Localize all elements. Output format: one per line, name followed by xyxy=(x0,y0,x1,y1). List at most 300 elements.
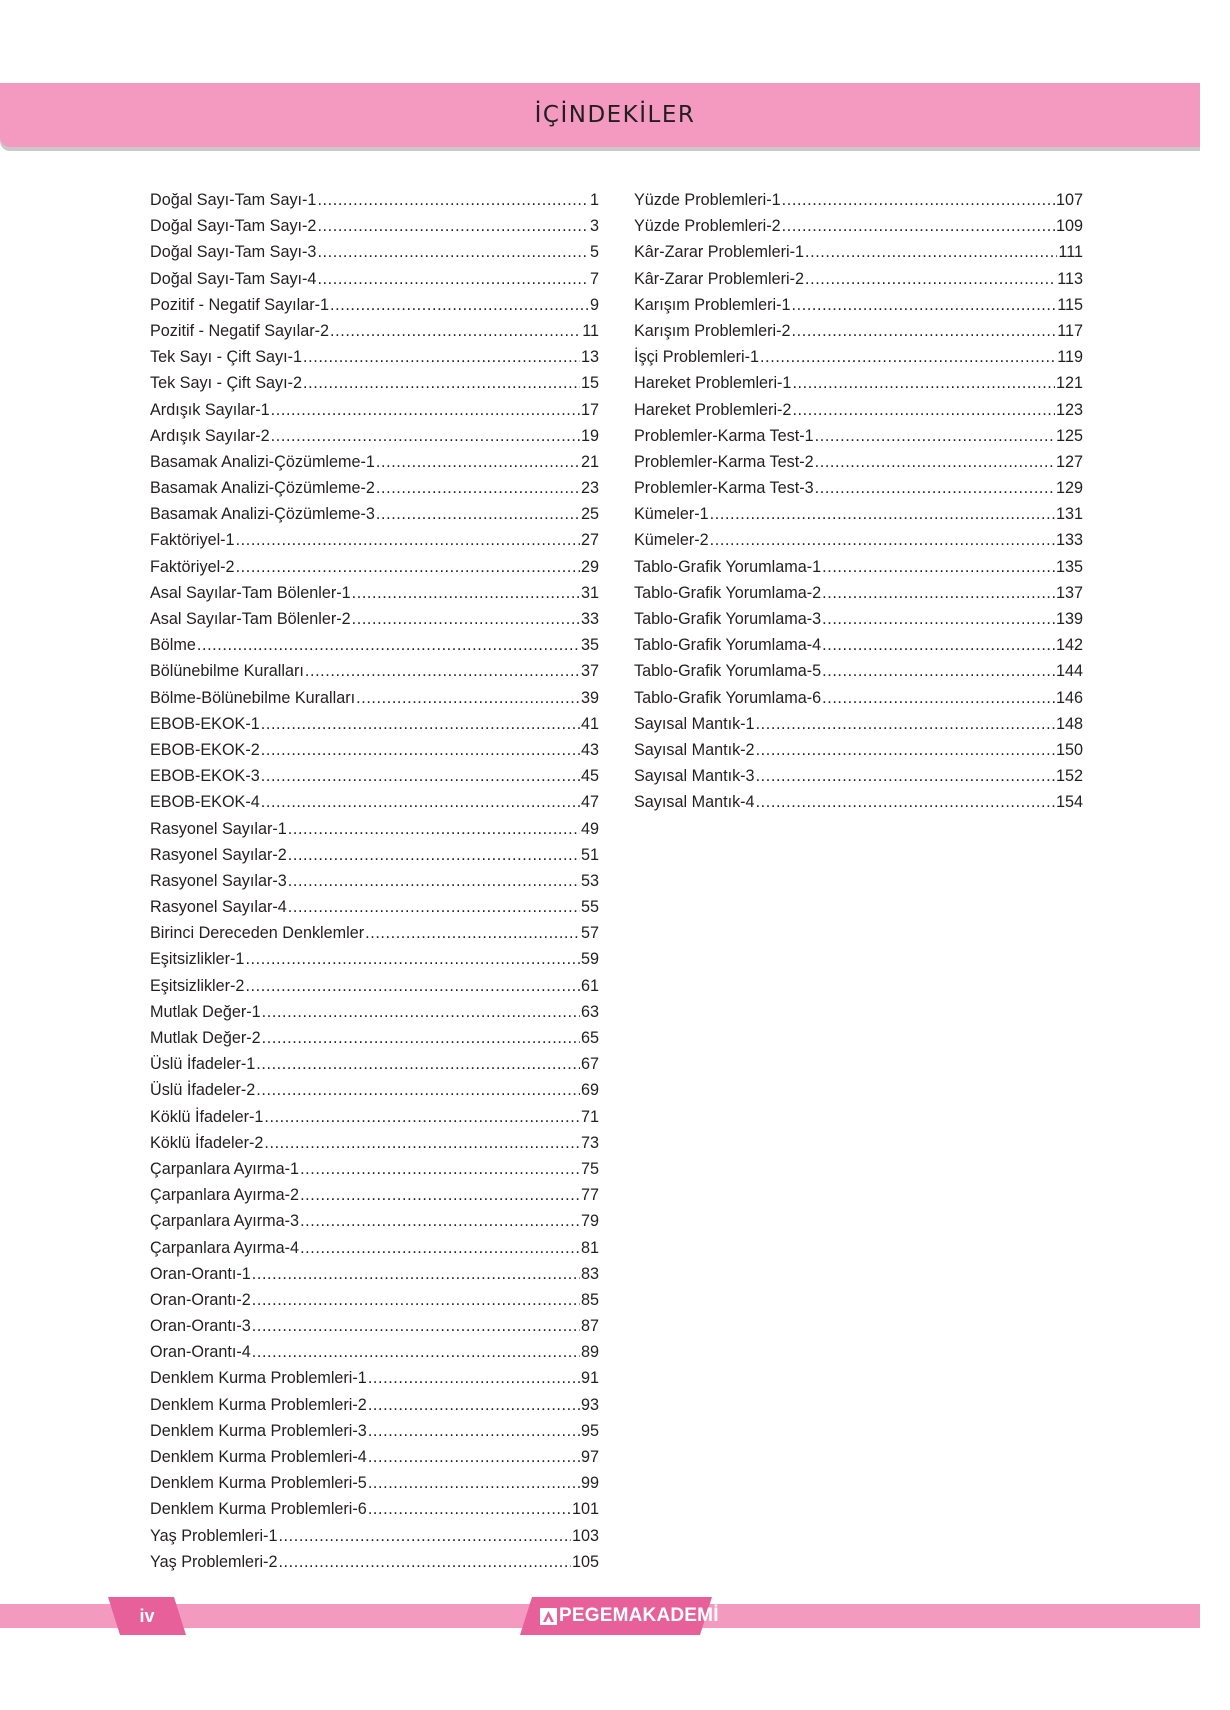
dot-leader xyxy=(782,191,1055,210)
toc-entry[interactable] xyxy=(150,348,599,374)
dot-leader xyxy=(352,610,580,629)
toc-entry[interactable] xyxy=(150,1160,599,1186)
toc-entry-title: Üslü İfadeler-2 xyxy=(150,1081,256,1100)
toc-entry-title: Tablo-Grafik Yorumlama-1 xyxy=(634,557,822,576)
toc-entry[interactable] xyxy=(150,1212,599,1238)
toc-entry-page: 39 xyxy=(580,688,599,707)
dot-leader xyxy=(710,505,1055,524)
dot-leader xyxy=(368,1448,580,1467)
toc-entry-page: 61 xyxy=(580,976,599,995)
toc-entry-page: 69 xyxy=(580,1081,599,1100)
toc-left-column xyxy=(150,191,599,1579)
toc-entry-title: Kâr-Zarar Problemleri-1 xyxy=(634,243,805,262)
dot-leader xyxy=(368,1474,580,1493)
toc-entry-page: 79 xyxy=(580,1212,599,1231)
toc-entry-page: 97 xyxy=(580,1448,599,1466)
toc-entry-title: EBOB-EKOK-2 xyxy=(150,740,260,759)
toc-entry-title: Ardışık Sayılar-1 xyxy=(150,400,270,419)
toc-entry-page: 75 xyxy=(580,1159,599,1178)
dot-leader xyxy=(352,584,580,603)
dot-leader xyxy=(376,505,580,524)
dot-leader xyxy=(368,1500,571,1519)
dot-leader xyxy=(300,1186,580,1205)
toc-entry[interactable] xyxy=(634,374,1083,400)
toc-entry[interactable] xyxy=(634,767,1083,793)
toc-entry-title: Yaş Problemleri-2 xyxy=(150,1552,278,1571)
toc-entry[interactable] xyxy=(634,296,1083,322)
toc-entry[interactable] xyxy=(150,584,599,610)
toc-entry[interactable] xyxy=(150,977,599,1003)
toc-entry-title: Eşitsizlikler-2 xyxy=(150,976,245,995)
toc-entry-title: EBOB-EKOK-1 xyxy=(150,714,260,733)
toc-entry-title: Çarpanlara Ayırma-4 xyxy=(150,1238,300,1257)
toc-entry-page: 85 xyxy=(580,1290,599,1309)
toc-entry[interactable] xyxy=(634,793,1083,819)
toc-entry-title: Kümeler-2 xyxy=(634,531,709,550)
toc-entry-page: 15 xyxy=(580,374,599,393)
toc-entry[interactable] xyxy=(150,715,599,741)
toc-entry-title: Tek Sayı - Çift Sayı-2 xyxy=(150,374,303,393)
dot-leader xyxy=(288,898,580,917)
toc-entry[interactable] xyxy=(634,322,1083,348)
toc-entry[interactable] xyxy=(150,1553,599,1579)
toc-entry-page: 9 xyxy=(589,295,599,314)
toc-entry[interactable] xyxy=(150,793,599,819)
toc-right-column xyxy=(634,191,1083,820)
toc-entry-title: Oran-Orantı-2 xyxy=(150,1290,251,1309)
dot-leader xyxy=(368,1396,580,1415)
toc-entry[interactable] xyxy=(150,1448,599,1474)
toc-entry-title: Çarpanlara Ayırma-3 xyxy=(150,1212,300,1231)
toc-entry[interactable] xyxy=(150,1396,599,1422)
dot-leader xyxy=(822,662,1055,681)
dot-leader xyxy=(262,1029,580,1048)
toc-entry-page: 152 xyxy=(1055,767,1083,786)
toc-entry[interactable] xyxy=(150,741,599,767)
dot-leader xyxy=(792,296,1057,315)
toc-entry-page: 105 xyxy=(571,1552,599,1571)
toc-entry[interactable] xyxy=(150,453,599,479)
toc-entry-page: 71 xyxy=(580,1107,599,1126)
toc-entry[interactable] xyxy=(634,636,1083,662)
toc-entry-title: Sayısal Mantık-1 xyxy=(634,714,755,733)
toc-entry-title: Sayısal Mantık-3 xyxy=(634,767,755,786)
toc-entry[interactable] xyxy=(634,715,1083,741)
toc-entry-title: Problemler-Karma Test-3 xyxy=(634,479,814,498)
toc-entry[interactable] xyxy=(150,1343,599,1369)
toc-entry-title: Sayısal Mantık-2 xyxy=(634,740,755,759)
dot-leader xyxy=(756,741,1055,760)
toc-entry-page: 144 xyxy=(1055,662,1083,681)
toc-entry[interactable] xyxy=(150,820,599,846)
toc-entry[interactable] xyxy=(150,1291,599,1317)
toc-entry-page: 47 xyxy=(580,793,599,812)
toc-entry-page: 3 xyxy=(589,217,599,236)
toc-entry-title: Faktöriyel-2 xyxy=(150,557,235,576)
toc-entry[interactable] xyxy=(150,531,599,557)
toc-entry[interactable] xyxy=(150,898,599,924)
dot-leader xyxy=(300,1160,580,1179)
toc-entry[interactable] xyxy=(150,1055,599,1081)
dot-leader xyxy=(815,427,1055,446)
toc-entry-title: EBOB-EKOK-4 xyxy=(150,793,260,812)
toc-entry[interactable] xyxy=(150,610,599,636)
toc-entry[interactable] xyxy=(150,1527,599,1553)
dot-leader xyxy=(792,374,1055,393)
toc-entry-page: 154 xyxy=(1055,793,1083,812)
dot-leader xyxy=(300,1212,580,1231)
toc-entry-page: 35 xyxy=(580,636,599,655)
toc-entry[interactable] xyxy=(634,584,1083,610)
dot-leader xyxy=(300,1239,580,1258)
toc-entry[interactable] xyxy=(150,950,599,976)
dot-leader xyxy=(792,401,1055,420)
dot-leader xyxy=(271,427,580,446)
toc-entry-page: 121 xyxy=(1055,374,1083,393)
toc-entry-title: Doğal Sayı-Tam Sayı-2 xyxy=(150,217,317,236)
toc-entry-title: Çarpanlara Ayırma-2 xyxy=(150,1186,300,1205)
toc-entry-title: Denklem Kurma Problemleri-1 xyxy=(150,1369,367,1388)
toc-entry-page: 41 xyxy=(580,714,599,733)
toc-entry[interactable] xyxy=(150,374,599,400)
toc-entry-page: 125 xyxy=(1055,426,1083,445)
toc-entry-title: Asal Sayılar-Tam Bölenler-1 xyxy=(150,583,351,602)
page-title: İÇİNDEKİLER xyxy=(534,102,696,128)
toc-entry-page: 101 xyxy=(571,1500,599,1519)
dot-leader xyxy=(805,243,1057,262)
toc-entry-page: 7 xyxy=(589,269,599,288)
toc-entry-page: 109 xyxy=(1055,217,1083,236)
toc-entry-title: Basamak Analizi-Çözümleme-2 xyxy=(150,479,375,498)
toc-entry[interactable] xyxy=(150,479,599,505)
toc-entry-page: 113 xyxy=(1057,269,1083,288)
toc-entry-page: 137 xyxy=(1055,583,1083,602)
dot-leader xyxy=(271,401,580,420)
toc-entry-title: Karışım Problemleri-1 xyxy=(634,295,791,314)
toc-entry[interactable] xyxy=(634,479,1083,505)
toc-entry-title: Mutlak Değer-1 xyxy=(150,1002,261,1021)
toc-entry-title: Bölme xyxy=(150,636,196,655)
toc-entry[interactable] xyxy=(150,636,599,662)
toc-entry[interactable] xyxy=(634,689,1083,715)
toc-entry-title: Tek Sayı - Çift Sayı-1 xyxy=(150,348,303,367)
toc-entry-title: Problemler-Karma Test-1 xyxy=(634,426,814,445)
dot-leader xyxy=(822,610,1055,629)
toc-entry[interactable] xyxy=(150,270,599,296)
toc-entry-title: Pozitif - Negatif Sayılar-1 xyxy=(150,295,330,314)
toc-entry-page: 148 xyxy=(1055,714,1083,733)
toc-entry-title: Problemler-Karma Test-2 xyxy=(634,452,814,471)
toc-entry-page: 65 xyxy=(580,1029,599,1047)
toc-entry-title: Oran-Orantı-4 xyxy=(150,1343,251,1362)
toc-entry[interactable] xyxy=(150,1029,599,1055)
toc-entry-title: Basamak Analizi-Çözümleme-3 xyxy=(150,505,375,524)
dot-leader xyxy=(261,715,580,734)
toc-entry-page: 131 xyxy=(1055,505,1083,524)
toc-entry-title: Doğal Sayı-Tam Sayı-1 xyxy=(150,191,317,209)
toc-entry-title: Çarpanlara Ayırma-1 xyxy=(150,1159,300,1178)
dot-leader xyxy=(197,636,580,655)
toc-entry[interactable] xyxy=(150,427,599,453)
toc-entry[interactable] xyxy=(634,741,1083,767)
toc-entry-page: 139 xyxy=(1055,610,1083,628)
toc-entry-page: 45 xyxy=(580,767,599,786)
toc-entry-title: Oran-Orantı-3 xyxy=(150,1317,251,1336)
dot-leader xyxy=(317,270,589,289)
toc-entry[interactable] xyxy=(634,662,1083,688)
toc-entry-page: 51 xyxy=(580,845,599,864)
toc-entry-title: Köklü İfadeler-2 xyxy=(150,1133,264,1152)
toc-entry-title: Tablo-Grafik Yorumlama-2 xyxy=(634,583,822,602)
dot-leader xyxy=(288,872,580,891)
dot-leader xyxy=(365,924,580,943)
dot-leader xyxy=(782,217,1055,236)
page-number: iv xyxy=(139,1606,155,1626)
toc-entry[interactable] xyxy=(634,348,1083,374)
toc-entry-page: 129 xyxy=(1055,479,1083,498)
toc-entry-page: 87 xyxy=(580,1317,599,1336)
toc-entry-title: Denklem Kurma Problemleri-4 xyxy=(150,1448,367,1466)
toc-entry[interactable] xyxy=(634,270,1083,296)
toc-entry[interactable] xyxy=(150,1265,599,1291)
toc-entry[interactable] xyxy=(150,1474,599,1500)
toc-entry[interactable] xyxy=(634,558,1083,584)
toc-entry-page: 133 xyxy=(1055,531,1083,550)
toc-entry-title: Rasyonel Sayılar-3 xyxy=(150,871,287,890)
toc-entry-title: Oran-Orantı-1 xyxy=(150,1264,251,1283)
dot-leader xyxy=(756,767,1055,786)
toc-entry-page: 25 xyxy=(580,505,599,524)
toc-entry-title: Basamak Analizi-Çözümleme-1 xyxy=(150,452,375,471)
toc-entry[interactable] xyxy=(150,322,599,348)
toc-entry-title: Faktöriyel-1 xyxy=(150,531,235,550)
toc-entry[interactable] xyxy=(150,191,599,217)
toc-entry-page: 117 xyxy=(1057,321,1083,340)
dot-leader xyxy=(264,1108,580,1127)
dot-leader xyxy=(288,820,580,839)
toc-entry-page: 119 xyxy=(1057,348,1083,367)
toc-entry-page: 23 xyxy=(580,479,599,498)
toc-entry-page: 49 xyxy=(580,819,599,838)
dot-leader xyxy=(262,1003,580,1022)
toc-entry[interactable] xyxy=(634,610,1083,636)
toc-entry[interactable] xyxy=(150,1134,599,1160)
toc-entry-page: 55 xyxy=(580,898,599,917)
toc-entry-page: 5 xyxy=(589,243,599,262)
dot-leader xyxy=(376,453,580,472)
toc-entry-page: 13 xyxy=(580,348,599,367)
toc-entry-page: 19 xyxy=(580,426,599,445)
toc-entry-title: Asal Sayılar-Tam Bölenler-2 xyxy=(150,610,351,628)
toc-entry-title: Doğal Sayı-Tam Sayı-4 xyxy=(150,269,317,288)
toc-entry[interactable] xyxy=(150,1422,599,1448)
toc-entry-page: 123 xyxy=(1055,400,1083,419)
toc-entry-page: 33 xyxy=(580,610,599,628)
toc-entry-title: Rasyonel Sayılar-1 xyxy=(150,819,287,838)
dot-leader xyxy=(261,741,580,760)
toc-entry-title: Rasyonel Sayılar-2 xyxy=(150,845,287,864)
toc-entry-page: 95 xyxy=(580,1421,599,1440)
toc-entry[interactable] xyxy=(150,689,599,715)
toc-entry-page: 115 xyxy=(1057,295,1083,314)
toc-entry-title: Rasyonel Sayılar-4 xyxy=(150,898,287,917)
toc-entry-page: 77 xyxy=(580,1186,599,1205)
toc-entry-page: 150 xyxy=(1055,740,1083,759)
toc-entry[interactable] xyxy=(150,1108,599,1134)
toc-entry-page: 37 xyxy=(580,662,599,681)
toc-entry[interactable] xyxy=(150,1239,599,1265)
dot-leader xyxy=(760,348,1056,367)
toc-entry-title: Yaş Problemleri-1 xyxy=(150,1526,278,1545)
toc-entry-page: 29 xyxy=(580,557,599,576)
publisher-name: PEGEMAKADEMİ xyxy=(559,1605,719,1626)
dot-leader xyxy=(805,270,1056,289)
toc-entry-title: Birinci Dereceden Denklemler xyxy=(150,924,365,943)
toc-entry[interactable] xyxy=(634,191,1083,217)
toc-entry[interactable] xyxy=(150,505,599,531)
toc-entry-title: Köklü İfadeler-1 xyxy=(150,1107,264,1126)
dot-leader xyxy=(317,191,589,210)
dot-leader xyxy=(252,1265,580,1284)
toc-entry-title: Tablo-Grafik Yorumlama-4 xyxy=(634,636,822,655)
dot-leader xyxy=(252,1291,580,1310)
dot-leader xyxy=(261,767,580,786)
toc-entry[interactable] xyxy=(150,1186,599,1212)
dot-leader xyxy=(264,1134,580,1153)
toc-entry[interactable] xyxy=(634,453,1083,479)
toc-entry[interactable] xyxy=(150,662,599,688)
toc-entry-page: 127 xyxy=(1055,452,1083,471)
toc-entry[interactable] xyxy=(150,767,599,793)
toc-entry-page: 142 xyxy=(1055,636,1083,655)
toc-entry-page: 63 xyxy=(580,1002,599,1021)
toc-entry[interactable] xyxy=(634,505,1083,531)
toc-entry-page: 89 xyxy=(580,1343,599,1362)
dot-leader xyxy=(822,584,1055,603)
toc-entry-title: Pozitif - Negatif Sayılar-2 xyxy=(150,321,330,340)
toc-entry-title: Yüzde Problemleri-2 xyxy=(634,217,781,236)
toc-entry-title: Denklem Kurma Problemleri-2 xyxy=(150,1395,367,1414)
toc-entry[interactable] xyxy=(150,846,599,872)
toc-entry-page: 31 xyxy=(580,583,599,602)
toc-entry[interactable] xyxy=(150,217,599,243)
toc-entry-title: Mutlak Değer-2 xyxy=(150,1029,261,1047)
toc-entry[interactable] xyxy=(150,1003,599,1029)
toc-entry[interactable] xyxy=(150,1369,599,1395)
toc-entry-title: Bölme-Bölünebilme Kuralları xyxy=(150,688,356,707)
toc-entry-page: 43 xyxy=(580,740,599,759)
toc-entry[interactable] xyxy=(150,296,599,322)
toc-entry[interactable] xyxy=(150,1317,599,1343)
toc-entry-title: EBOB-EKOK-3 xyxy=(150,767,260,786)
toc-entry[interactable] xyxy=(634,427,1083,453)
toc-entry-title: Yüzde Problemleri-1 xyxy=(634,191,781,209)
dot-leader xyxy=(815,453,1055,472)
toc-entry-title: Tablo-Grafik Yorumlama-6 xyxy=(634,688,822,707)
toc-entry-page: 107 xyxy=(1055,191,1083,209)
dot-leader xyxy=(245,950,580,969)
toc-entry-page: 73 xyxy=(580,1133,599,1152)
toc-entry-page: 27 xyxy=(580,531,599,550)
toc-entry-page: 83 xyxy=(580,1264,599,1283)
toc-entry-page: 17 xyxy=(580,400,599,419)
toc-entry-title: Ardışık Sayılar-2 xyxy=(150,426,270,445)
dot-leader xyxy=(792,322,1057,341)
toc-entry[interactable] xyxy=(150,872,599,898)
dot-leader xyxy=(305,662,580,681)
dot-leader xyxy=(822,689,1055,708)
dot-leader xyxy=(252,1343,580,1362)
toc-entry-title: Hareket Problemleri-1 xyxy=(634,374,792,393)
toc-entry-title: Hareket Problemleri-2 xyxy=(634,400,792,419)
toc-entry-title: Doğal Sayı-Tam Sayı-3 xyxy=(150,243,317,262)
toc-entry-page: 103 xyxy=(571,1526,599,1545)
toc-entry[interactable] xyxy=(150,1081,599,1107)
toc-entry-title: Kâr-Zarar Problemleri-2 xyxy=(634,269,805,288)
toc-entry-title: Eşitsizlikler-1 xyxy=(150,950,245,969)
dot-leader xyxy=(756,715,1055,734)
toc-entry-page: 21 xyxy=(580,452,599,471)
toc-entry-page: 1 xyxy=(589,191,599,209)
toc-entry-page: 67 xyxy=(580,1055,599,1074)
toc-entry-title: Bölünebilme Kuralları xyxy=(150,662,304,681)
toc-entry[interactable] xyxy=(634,401,1083,427)
dot-leader xyxy=(288,846,580,865)
dot-leader xyxy=(303,374,580,393)
toc-entry-title: Sayısal Mantık-4 xyxy=(634,793,755,812)
toc-entry[interactable] xyxy=(150,924,599,950)
toc-entry[interactable] xyxy=(634,243,1083,269)
toc-entry-page: 81 xyxy=(580,1238,599,1257)
dot-leader xyxy=(756,793,1055,812)
toc-entry-page: 59 xyxy=(580,950,599,969)
dot-leader xyxy=(245,977,580,996)
toc-entry-page: 57 xyxy=(580,924,599,943)
toc-entry-title: Denklem Kurma Problemleri-5 xyxy=(150,1474,367,1493)
toc-entry[interactable] xyxy=(150,558,599,584)
toc-entry[interactable] xyxy=(634,531,1083,557)
dot-leader xyxy=(236,558,580,577)
dot-leader xyxy=(376,479,580,498)
dot-leader xyxy=(236,531,580,550)
toc-entry-title: Üslü İfadeler-1 xyxy=(150,1055,256,1074)
toc-entry[interactable] xyxy=(634,217,1083,243)
toc-entry-title: Kümeler-1 xyxy=(634,505,709,524)
dot-leader xyxy=(256,1081,580,1100)
dot-leader xyxy=(261,793,580,812)
toc-entry[interactable] xyxy=(150,401,599,427)
toc-entry-title: Karışım Problemleri-2 xyxy=(634,321,791,340)
dot-leader xyxy=(256,1055,580,1074)
toc-entry[interactable] xyxy=(150,1500,599,1526)
toc-entry-page: 53 xyxy=(580,871,599,890)
toc-entry-page: 11 xyxy=(582,321,599,340)
dot-leader xyxy=(278,1527,571,1546)
dot-leader xyxy=(317,217,589,236)
toc-entry-title: İşçi Problemleri-1 xyxy=(634,348,760,367)
dot-leader xyxy=(278,1553,571,1572)
pegem-logo-icon xyxy=(540,1608,557,1625)
dot-leader xyxy=(356,689,580,708)
toc-entry[interactable] xyxy=(150,243,599,269)
dot-leader xyxy=(822,636,1055,655)
toc-entry-page: 99 xyxy=(580,1474,599,1493)
dot-leader xyxy=(710,531,1055,550)
toc-entry-title: Tablo-Grafik Yorumlama-3 xyxy=(634,610,822,628)
toc-entry-page: 111 xyxy=(1058,243,1083,262)
dot-leader xyxy=(368,1369,580,1388)
dot-leader xyxy=(317,243,589,262)
